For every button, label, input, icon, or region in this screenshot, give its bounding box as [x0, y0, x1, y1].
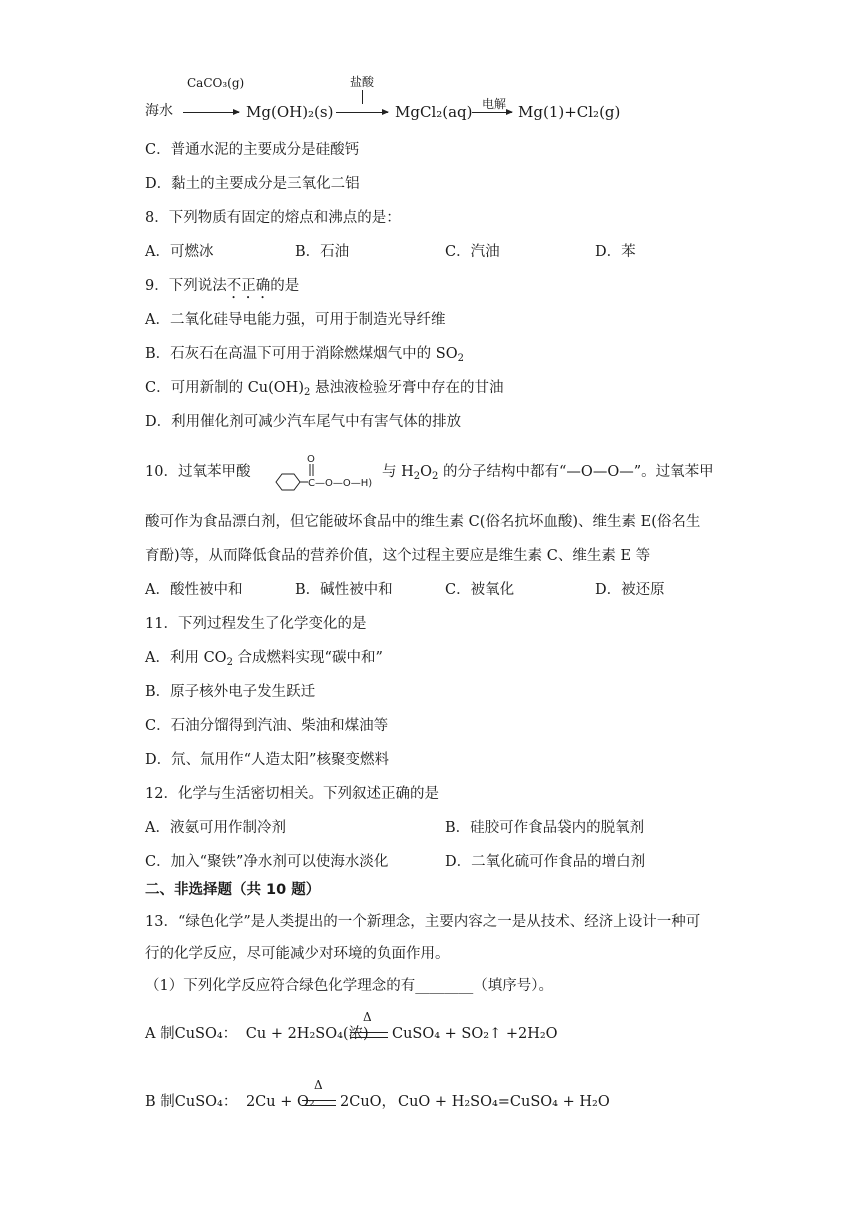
- q9-option-b: [145, 344, 464, 369]
- q10-option-b: B．碱性被中和: [295, 582, 393, 598]
- q9-stem-emphasis: 不正确: [226, 278, 271, 294]
- q10-line-2: 酸可作为食品漂白剂，但它能破坏食品中的维生素 C(俗名抗坏血酸)、维生素 E(俗名生: [145, 514, 701, 530]
- q12-option-d: D．二氧化硫可作食品的增白剂: [445, 854, 646, 870]
- q11-option-d: D．氘、氚用作“人造太阳”核聚变燃料: [145, 752, 389, 768]
- flow-arrow-2: [336, 112, 388, 113]
- q13-subquestion-1: （1）下列化学反应符合绿色化学理念的有________（填序号）。: [145, 978, 553, 994]
- q10-option-d: D．被还原: [595, 582, 665, 598]
- q10-option-a: A．酸性被中和: [145, 582, 243, 598]
- reaction-a-target: CuSO₄：: [174, 1026, 238, 1042]
- reaction-b-products: 2CuO，: [340, 1094, 397, 1110]
- reaction-a-equals: [350, 1032, 388, 1038]
- q9-stem-pre: 9．下列说法: [145, 278, 227, 294]
- q10-stem-start: 10．过氧苯甲酸: [145, 464, 251, 480]
- reaction-b-label: B 制: [145, 1094, 175, 1110]
- q9-option-d: D．利用催化剂可减少汽车尾气中有害气体的排放: [145, 414, 462, 430]
- q8-option-c: C．汽油: [445, 244, 500, 260]
- q11-option-a-post: 合成燃料实现“碳中和”: [232, 650, 383, 666]
- q9-option-b-text: B．石灰石在高温下可用于消除燃煤烟气中的 SO: [145, 346, 458, 362]
- reaction-a-products: CuSO₄ + SO₂↑ +2H₂O: [392, 1026, 558, 1042]
- q10-sub-2: 2: [432, 471, 439, 482]
- q8-stem: 8．下列物质有固定的熔点和沸点的是：: [145, 210, 401, 226]
- reaction-b-equals: [302, 1100, 336, 1106]
- q9-stem: [145, 276, 299, 302]
- q9-option-c-sub: 2: [303, 387, 311, 398]
- reaction-a: [145, 1024, 369, 1044]
- flow-reagent-2: 盐酸: [350, 75, 375, 89]
- q9-option-c-post: 悬浊液检验牙膏中存在的甘油: [310, 380, 504, 396]
- flow-product-1: Mg(OH)₂(s): [246, 103, 334, 121]
- q12-stem: 12．化学与生活密切相关。下列叙述正确的是: [145, 786, 439, 802]
- q8-option-a: A．可燃冰: [145, 244, 214, 260]
- flow-reagent-1: CaCO₃(g): [187, 76, 245, 90]
- q11-option-b: B．原子核外电子发生跃迁: [145, 684, 316, 700]
- benzene-ring-icon: [276, 474, 300, 490]
- q10-stem-post: 的分子结构中都有“—O—O—”。过氧苯甲: [438, 464, 714, 480]
- q9-option-c: [145, 378, 503, 403]
- q10-h: 与 H: [382, 464, 414, 480]
- q11-stem: 11．下列过程发生了化学变化的是: [145, 616, 367, 632]
- peroxybenzoic-acid-structure: [264, 452, 376, 496]
- q11-option-a: [145, 648, 383, 673]
- q9-option-a: A．二氧化硅导电能力强，可用于制造光导纤维: [145, 312, 446, 328]
- q11-option-a-sub: 2: [226, 657, 233, 668]
- reaction-a-reactants: Cu + 2H₂SO₄(浓): [245, 1026, 369, 1042]
- q8-option-d: D．苯: [595, 244, 636, 260]
- reaction-b-target: CuSO₄：: [174, 1094, 238, 1110]
- q11-option-a-text: A．利用 CO: [145, 650, 227, 666]
- q10-o: O: [420, 464, 433, 480]
- flow-reagent-3: 电解: [482, 97, 507, 111]
- q7-option-c: C．普通水泥的主要成分是硅酸钙: [145, 142, 360, 158]
- q13-line-1: 13．“绿色化学”是人类提出的一个新理念，主要内容之一是从技术、经济上设计一种可: [145, 914, 701, 930]
- flow-sea-water: 海水: [145, 103, 173, 119]
- flow-reagent-2-line: [362, 90, 363, 104]
- q13-line-2: 行的化学反应，尽可能减少对环境的负面作用。: [145, 946, 450, 962]
- q10-stem-middle: [382, 462, 714, 487]
- q10-sub-1: 2: [413, 471, 421, 482]
- flow-product-2: MgCl₂(aq): [395, 103, 473, 121]
- reaction-b-delta: Δ: [314, 1078, 323, 1092]
- q7-option-d: D．黏土的主要成分是三氧化二铝: [145, 176, 360, 192]
- q12-option-b: B．硅胶可作食品袋内的脱氧剂: [445, 820, 645, 836]
- molecule-o-top: O: [307, 454, 315, 465]
- molecule-chain: C—O—O—H): [308, 478, 373, 489]
- q11-option-c: C．石油分馏得到汽油、柴油和煤油等: [145, 718, 389, 734]
- reaction-b-reactants: 2Cu + O₂: [245, 1094, 315, 1110]
- reaction-b-second: CuO + H₂SO₄=CuSO₄ + H₂O: [398, 1094, 610, 1110]
- flow-arrow-3: [472, 112, 512, 113]
- q12-option-a: A．液氨可用作制冷剂: [145, 820, 286, 836]
- flow-arrow-1: [183, 112, 239, 113]
- flow-product-3: Mg(1)+Cl₂(g): [518, 103, 621, 121]
- q8-option-b: B．石油: [295, 244, 350, 260]
- q10-line-3: 育酚)等，从而降低食品的营养价值，这个过程主要应是维生素 C、维生素 E 等: [145, 548, 651, 564]
- q9-option-b-sub: 2: [457, 353, 464, 364]
- q9-option-c-text: C．可用新制的 Cu(OH): [145, 380, 304, 396]
- q12-option-c: C．加入“聚铁”净水剂可以使海水淡化: [145, 854, 389, 870]
- reaction-a-delta: Δ: [363, 1010, 372, 1024]
- section-heading: 二、非选择题（共 10 题）: [145, 882, 321, 898]
- q9-stem-post: 的是: [270, 278, 300, 294]
- reaction-a-label: A 制: [145, 1026, 175, 1042]
- reaction-b: [145, 1092, 315, 1112]
- q10-option-c: C．被氧化: [445, 582, 515, 598]
